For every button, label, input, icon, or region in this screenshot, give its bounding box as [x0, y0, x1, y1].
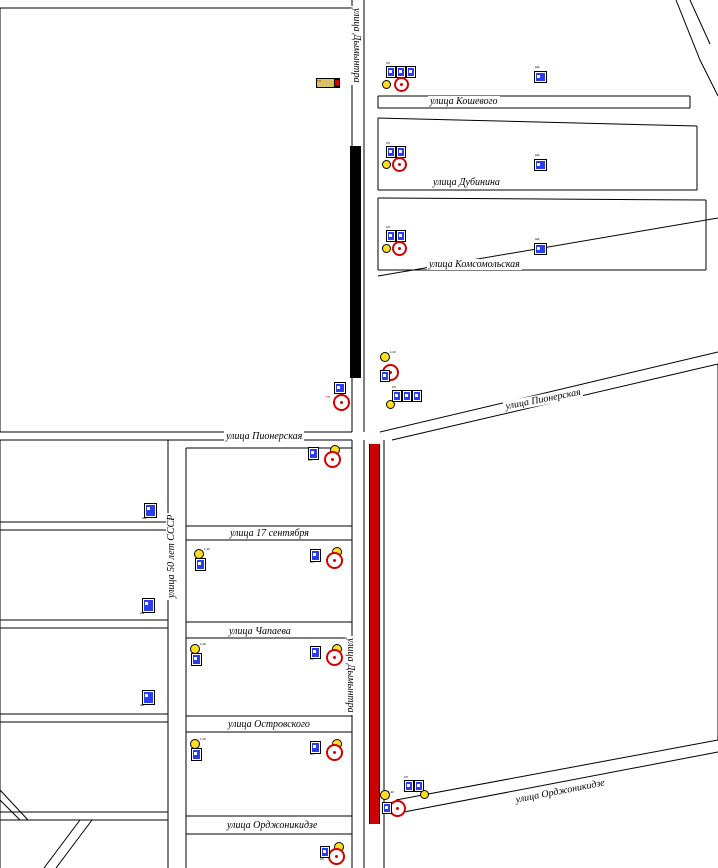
yellow-node — [382, 244, 391, 253]
pole-ring — [333, 394, 350, 411]
cabinet-icon — [382, 802, 392, 814]
pole-ring — [394, 77, 409, 92]
marker-label: ШК — [535, 153, 540, 157]
street-label-50-let-sssr: улица 50 лет СССР — [166, 514, 177, 598]
cabinet-icon — [191, 748, 202, 761]
cabinet-icon — [402, 390, 412, 402]
street-label-koshevogo: улица Кошевого — [430, 96, 498, 107]
marker-label: КЛ — [386, 141, 390, 145]
marker-label: ШК — [535, 65, 540, 69]
marker-label: КЛ — [386, 61, 390, 65]
street-label-pionerskaya: улица Пионерская — [226, 431, 303, 442]
cabinet-icon — [534, 243, 547, 255]
marker-label: ТП — [317, 79, 321, 83]
marker-label: КЛ — [392, 385, 396, 389]
street-label-ordzhonikidze: улица Орджоникидзе — [227, 820, 318, 831]
yellow-node — [382, 80, 391, 89]
marker-label: 1,20 — [200, 737, 206, 741]
marker-label: КЛ — [386, 225, 390, 229]
marker-label: ШК — [140, 611, 145, 615]
marker-label: ШК — [535, 237, 540, 241]
street-label-chapaeva: улица Чапаева — [229, 626, 291, 637]
street-label-dymyntra-north: улица Дымынтра — [351, 8, 362, 83]
cabinet-icon — [195, 558, 206, 571]
pole-ring — [326, 552, 343, 569]
yellow-node — [420, 790, 429, 799]
cabinet-icon — [534, 159, 547, 171]
cabinet-icon — [191, 653, 202, 666]
marker-label: ШК — [140, 703, 145, 707]
marker-label: КЛ — [308, 458, 312, 462]
marker-label: КЛ — [320, 857, 324, 861]
cable-black-trunk — [350, 146, 361, 378]
pole-ring — [326, 744, 343, 761]
pole-ring — [326, 649, 343, 666]
marker-label: 1,20 — [200, 642, 206, 646]
marker-label: ШК — [142, 516, 147, 520]
marker-label: КЛ — [310, 560, 314, 564]
cabinet-icon — [386, 66, 396, 78]
pole-ring — [324, 451, 341, 468]
pole-ring — [392, 157, 407, 172]
street-label-dubinina: улица Дубинина — [433, 177, 500, 188]
yellow-node — [382, 160, 391, 169]
substation-marker — [334, 79, 340, 87]
cabinet-icon — [334, 382, 346, 394]
cabinet-icon — [392, 390, 402, 402]
yellow-node — [380, 352, 390, 362]
pole-ring — [328, 848, 345, 865]
street-label-17-sentyabrya: улица 17 сентября — [230, 528, 309, 539]
marker-label: КЛ — [310, 657, 314, 661]
cabinet-icon — [406, 66, 416, 78]
street-label-ostrovskogo: улица Островского — [228, 719, 310, 730]
street-label-komsomolskaya: улица Комсомольская — [429, 259, 520, 270]
cable-red-trunk — [369, 444, 380, 824]
street-label-pionerskaya-diagonal: улица Пионерская — [504, 386, 582, 413]
street-label-ordzhonikidze-diagonal: улица Орджоникидзе — [514, 777, 606, 806]
marker-label: 1,20 — [390, 350, 396, 354]
marker-label: ТП — [326, 395, 330, 399]
cabinet-icon — [380, 370, 390, 382]
marker-label: КЛ — [310, 752, 314, 756]
marker-label: КЛ — [404, 775, 408, 779]
cabinet-icon — [386, 146, 396, 158]
marker-label: 1,20 — [204, 547, 210, 551]
pole-ring — [392, 241, 407, 256]
cabinet-icon — [412, 390, 422, 402]
street-label-dymyntra-south: улица Дымынтра — [345, 638, 356, 713]
cabinet-icon — [534, 71, 547, 83]
marker-label: 1,20 — [388, 790, 394, 794]
cabinet-icon — [404, 780, 414, 792]
cabinet-icon — [386, 230, 396, 242]
